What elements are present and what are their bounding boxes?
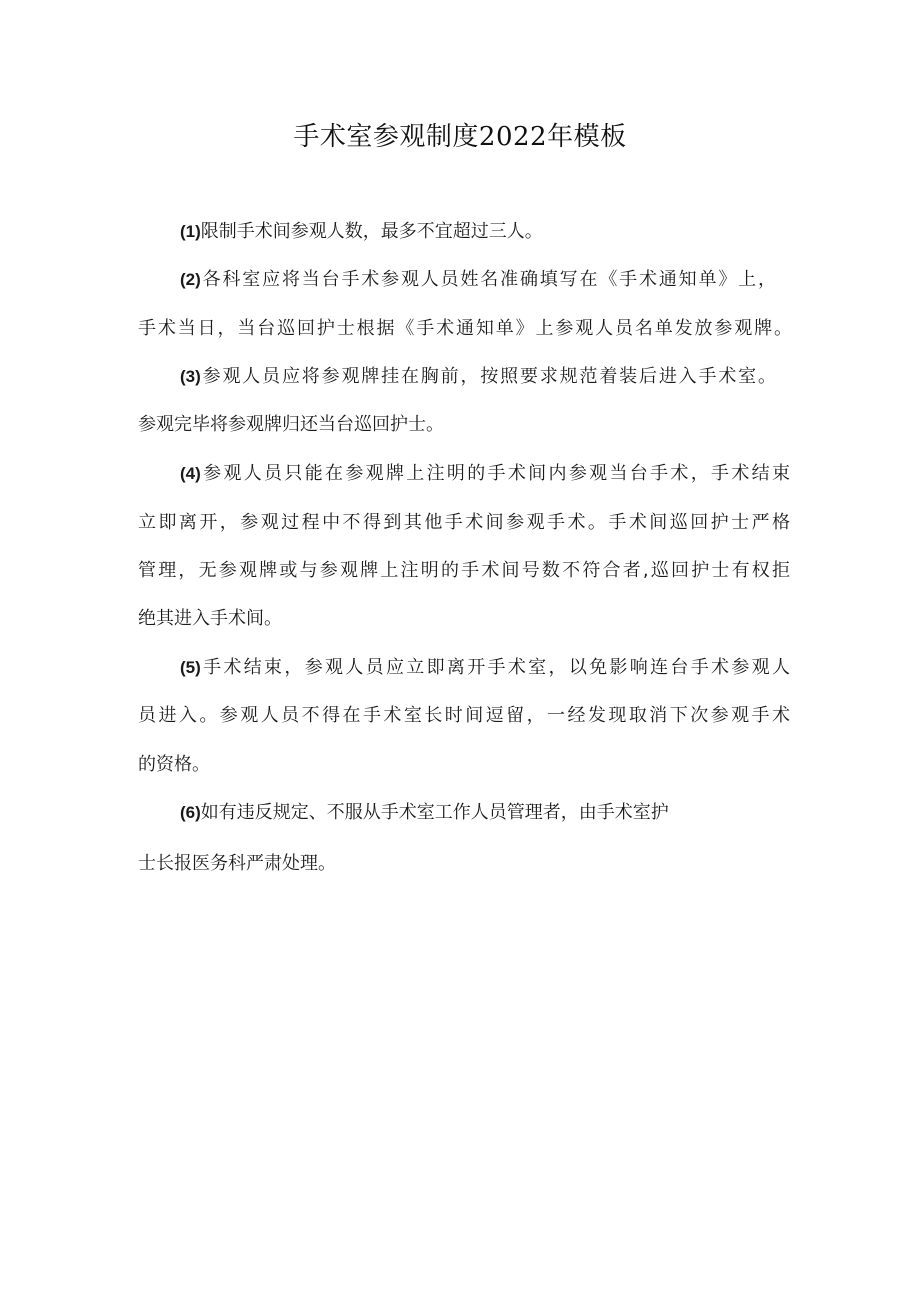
rule-4-line-1 (180, 459, 790, 489)
rule-4-line-2: 立即离开，参观过程中不得到其他手术间参观手术。手术间巡回护士严格 (138, 512, 790, 533)
rule-number: (1) (180, 222, 201, 241)
rule-text: 如有违反规定、不服从手术室工作人员管理者，由手术室护 (200, 802, 669, 823)
rule-number: (5) (180, 658, 201, 677)
rule-5-line-3: 的资格。 (138, 754, 210, 775)
rule-3-line-1 (180, 362, 776, 392)
rule-text: 限制手术间参观人数，最多不宜超过三人。 (200, 221, 543, 242)
rule-text: 手术结束，参观人员应立即离开手术室，以免影响连台手术参观人 (200, 657, 790, 678)
rule-6-line-2: 士长报医务科严肃处理。 (138, 853, 336, 874)
rule-4-line-3: 管理，无参观牌或与参观牌上注明的手术间号数不符合者,巡回护士有权拒 (138, 560, 790, 581)
rule-text: 各科室应将当台手术参观人员姓名准确填写在《手术通知单》上， (200, 269, 776, 290)
rule-4-line-4: 绝其进入手术间。 (138, 608, 282, 629)
rule-5-line-1 (180, 653, 790, 683)
rule-3-line-2: 参观完毕将参观牌归还当台巡回护士。 (138, 414, 444, 435)
document-title: 手术室参观制度2022年模板 (293, 122, 627, 152)
rule-number: (2) (180, 270, 201, 289)
rule-number: (3) (180, 367, 201, 386)
rule-number: (4) (180, 464, 201, 483)
rule-2-line-2: 手术当日，当台巡回护士根据《手术通知单》上参观人员名单发放参观牌。 (138, 318, 792, 339)
rule-6-line-1 (180, 798, 669, 828)
rule-text: 参观人员只能在参观牌上注明的手术间内参观当台手术，手术结束 (200, 463, 790, 484)
rule-number: (6) (180, 803, 201, 822)
rule-text: 参观人员应将参观牌挂在胸前，按照要求规范着装后进入手术室。 (200, 366, 776, 387)
rule-1-line-1 (180, 217, 543, 247)
rule-5-line-2: 员进入。参观人员不得在手术室长时间逗留，一经发现取消下次参观手术 (138, 705, 790, 726)
rule-2-line-1 (180, 265, 776, 295)
